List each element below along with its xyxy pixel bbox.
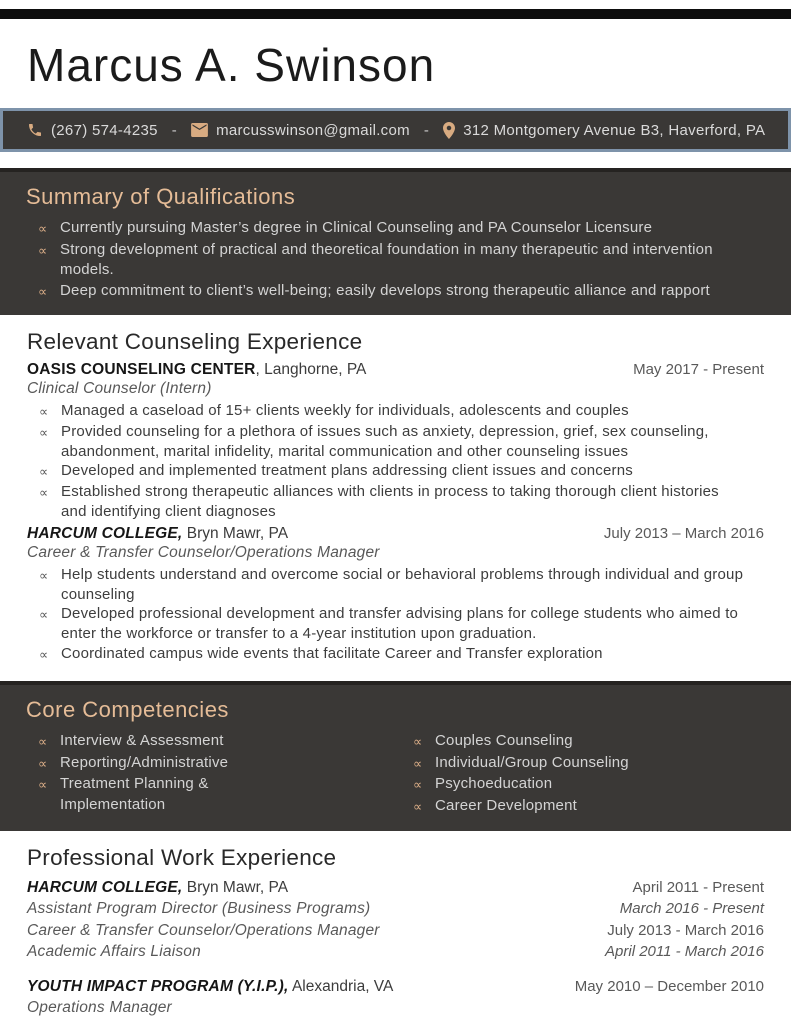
job-role: Career & Transfer Counselor/Operations Manager bbox=[27, 543, 380, 561]
work-entry bbox=[27, 898, 764, 920]
location-pin-icon bbox=[443, 122, 455, 139]
bullet-item bbox=[27, 482, 764, 522]
bullet-glyph: ∝ bbox=[38, 755, 48, 771]
work-role: Operations Manager bbox=[27, 999, 172, 1017]
bullet-text: Couples Counseling bbox=[435, 731, 573, 749]
bullet-text: Provided counseling for a plethora of issues such as anxiety, depression, grief, sex counseling, abandonment, marital infidelity, marital communication and other counseling issues bbox=[61, 422, 709, 460]
bullet-text: Interview & Assessment bbox=[60, 731, 224, 749]
postal-address: 312 Montgomery Avenue B3, Haverford, PA bbox=[463, 121, 766, 139]
bullet-glyph: ∝ bbox=[413, 777, 423, 793]
bullet-glyph: ∝ bbox=[38, 221, 48, 236]
company-location: Bryn Mawr, PA bbox=[182, 524, 289, 542]
job-company-line bbox=[27, 361, 366, 379]
job-role: Clinical Counselor (Intern) bbox=[27, 380, 212, 397]
section-title: Core Competencies bbox=[26, 696, 229, 722]
bullet-text: Managed a caseload of 15+ clients weekly for individuals, adolescents and couples bbox=[61, 402, 629, 419]
bullet-text: Strong development of practical and theoretical foundation in many therapeutic and intervention models. bbox=[60, 240, 713, 278]
top-accent-bar bbox=[0, 9, 791, 19]
section-competencies bbox=[0, 681, 791, 831]
work-date: April 2011 - March 2016 bbox=[605, 943, 764, 961]
section-counseling bbox=[0, 329, 791, 665]
email-address: marcusswinson@gmail.com bbox=[216, 121, 410, 139]
job-dates: May 2017 - Present bbox=[633, 361, 764, 378]
bullet-item bbox=[27, 644, 764, 665]
company-location: , Langhorne, PA bbox=[255, 361, 367, 378]
job-company-line bbox=[27, 976, 393, 998]
bullet-glyph: ∝ bbox=[38, 283, 48, 299]
bullet-glyph: ∝ bbox=[39, 607, 49, 623]
bullet-item bbox=[27, 604, 764, 644]
phone-icon bbox=[27, 122, 43, 138]
competency-columns bbox=[26, 731, 765, 818]
section-title: Professional Work Experience bbox=[27, 844, 337, 870]
contact-separator: - bbox=[423, 121, 430, 139]
work-date: March 2016 - Present bbox=[619, 900, 764, 918]
work-role: Career & Transfer Counselor/Operations Manager bbox=[27, 921, 380, 939]
bullet-item bbox=[401, 753, 765, 775]
work-entry bbox=[27, 976, 764, 998]
bullet-glyph: ∝ bbox=[39, 404, 49, 419]
bullet-item bbox=[27, 565, 764, 605]
company-name: HARCUM COLLEGE, bbox=[27, 878, 183, 896]
bullet-text: Currently pursuing Master’s degree in Clinical Counseling and PA Counselor Licensure bbox=[60, 219, 653, 236]
bullet-item bbox=[26, 731, 401, 753]
bullet-text: Individual/Group Counseling bbox=[435, 753, 629, 771]
bullet-text: Developed and implemented treatment plans addressing client issues and concerns bbox=[61, 462, 633, 480]
company-location: Alexandria, VA bbox=[288, 977, 394, 995]
bullet-text: Treatment Planning & Implementation bbox=[60, 775, 209, 814]
section-title: Relevant Counseling Experience bbox=[27, 329, 363, 354]
contact-bar bbox=[0, 108, 791, 152]
contact-separator: - bbox=[171, 121, 178, 139]
bullet-glyph: ∝ bbox=[38, 777, 48, 793]
bullet-item bbox=[26, 240, 765, 281]
bullet-item bbox=[26, 218, 765, 240]
company-name: HARCUM COLLEGE, bbox=[27, 524, 183, 542]
bullet-text: Reporting/Administrative bbox=[60, 753, 229, 771]
work-entry bbox=[27, 997, 764, 1019]
job-dates: July 2013 – March 2016 bbox=[603, 524, 764, 542]
bullet-item bbox=[26, 774, 276, 816]
bullet-glyph: ∝ bbox=[39, 646, 49, 662]
bullet-glyph: ∝ bbox=[39, 567, 49, 583]
bullet-text: Coordinated campus wide events that facilitate Career and Transfer exploration bbox=[61, 644, 603, 662]
work-entry bbox=[27, 920, 764, 942]
bullet-glyph: ∝ bbox=[413, 733, 423, 749]
work-entry bbox=[27, 877, 764, 899]
bullet-text: Deep commitment to client’s well-being; easily develops strong therapeutic alliance and rapport bbox=[60, 281, 710, 299]
bullet-glyph: ∝ bbox=[39, 485, 49, 501]
phone-number: (267) 574-4235 bbox=[51, 121, 158, 139]
company-location: Bryn Mawr, PA bbox=[182, 878, 289, 896]
work-date: April 2011 - Present bbox=[632, 878, 764, 896]
bullet-text: Psychoeducation bbox=[435, 775, 553, 793]
bullet-item bbox=[401, 796, 765, 818]
work-date: July 2013 - March 2016 bbox=[607, 921, 764, 939]
bullet-item bbox=[401, 731, 765, 753]
bullet-glyph: ∝ bbox=[39, 424, 49, 440]
bullet-text: Established strong therapeutic alliances with clients in process to taking thorough client histories and identifying client diagnoses bbox=[61, 483, 719, 520]
bullet-glyph: ∝ bbox=[39, 464, 49, 480]
bullet-glyph: ∝ bbox=[38, 242, 48, 258]
job-header bbox=[27, 525, 764, 543]
section-title: Summary of Qualifications bbox=[26, 184, 296, 209]
bullet-item bbox=[27, 461, 764, 482]
candidate-name: Marcus A. Swinson bbox=[27, 39, 436, 91]
bullet-text: Help students understand and overcome social or behavioral problems through individual and group counseling bbox=[61, 565, 744, 603]
bullet-glyph: ∝ bbox=[38, 733, 48, 749]
work-role: Academic Affairs Liaison bbox=[27, 943, 201, 961]
bullet-item bbox=[26, 281, 765, 303]
section-work bbox=[0, 845, 791, 1019]
work-entry bbox=[27, 941, 764, 963]
bullet-text: Career Development bbox=[435, 797, 577, 815]
bullet-glyph: ∝ bbox=[413, 799, 423, 815]
company-name: YOUTH IMPACT PROGRAM (Y.I.P.), bbox=[27, 977, 289, 995]
job-header bbox=[27, 361, 764, 379]
job-company-line bbox=[27, 877, 288, 899]
bullet-item bbox=[27, 422, 764, 462]
section-summary bbox=[0, 168, 791, 315]
bullet-glyph: ∝ bbox=[413, 755, 423, 771]
work-date: May 2010 – December 2010 bbox=[574, 977, 764, 995]
bullet-item bbox=[26, 753, 401, 775]
bullet-item bbox=[27, 401, 764, 422]
competency-column-right bbox=[401, 731, 765, 818]
bullet-text: Developed professional development and transfer advising plans for college students who aimed to enter the workforce or transfer to a 4-year institution upon graduation. bbox=[61, 605, 739, 643]
spacer bbox=[27, 963, 764, 976]
company-name: OASIS COUNSELING CENTER bbox=[27, 361, 256, 378]
job-company-line bbox=[27, 525, 288, 543]
email-icon bbox=[191, 123, 208, 137]
work-role: Assistant Program Director (Business Programs) bbox=[27, 900, 371, 918]
competency-column-left bbox=[26, 731, 401, 818]
bullet-item bbox=[401, 774, 765, 796]
